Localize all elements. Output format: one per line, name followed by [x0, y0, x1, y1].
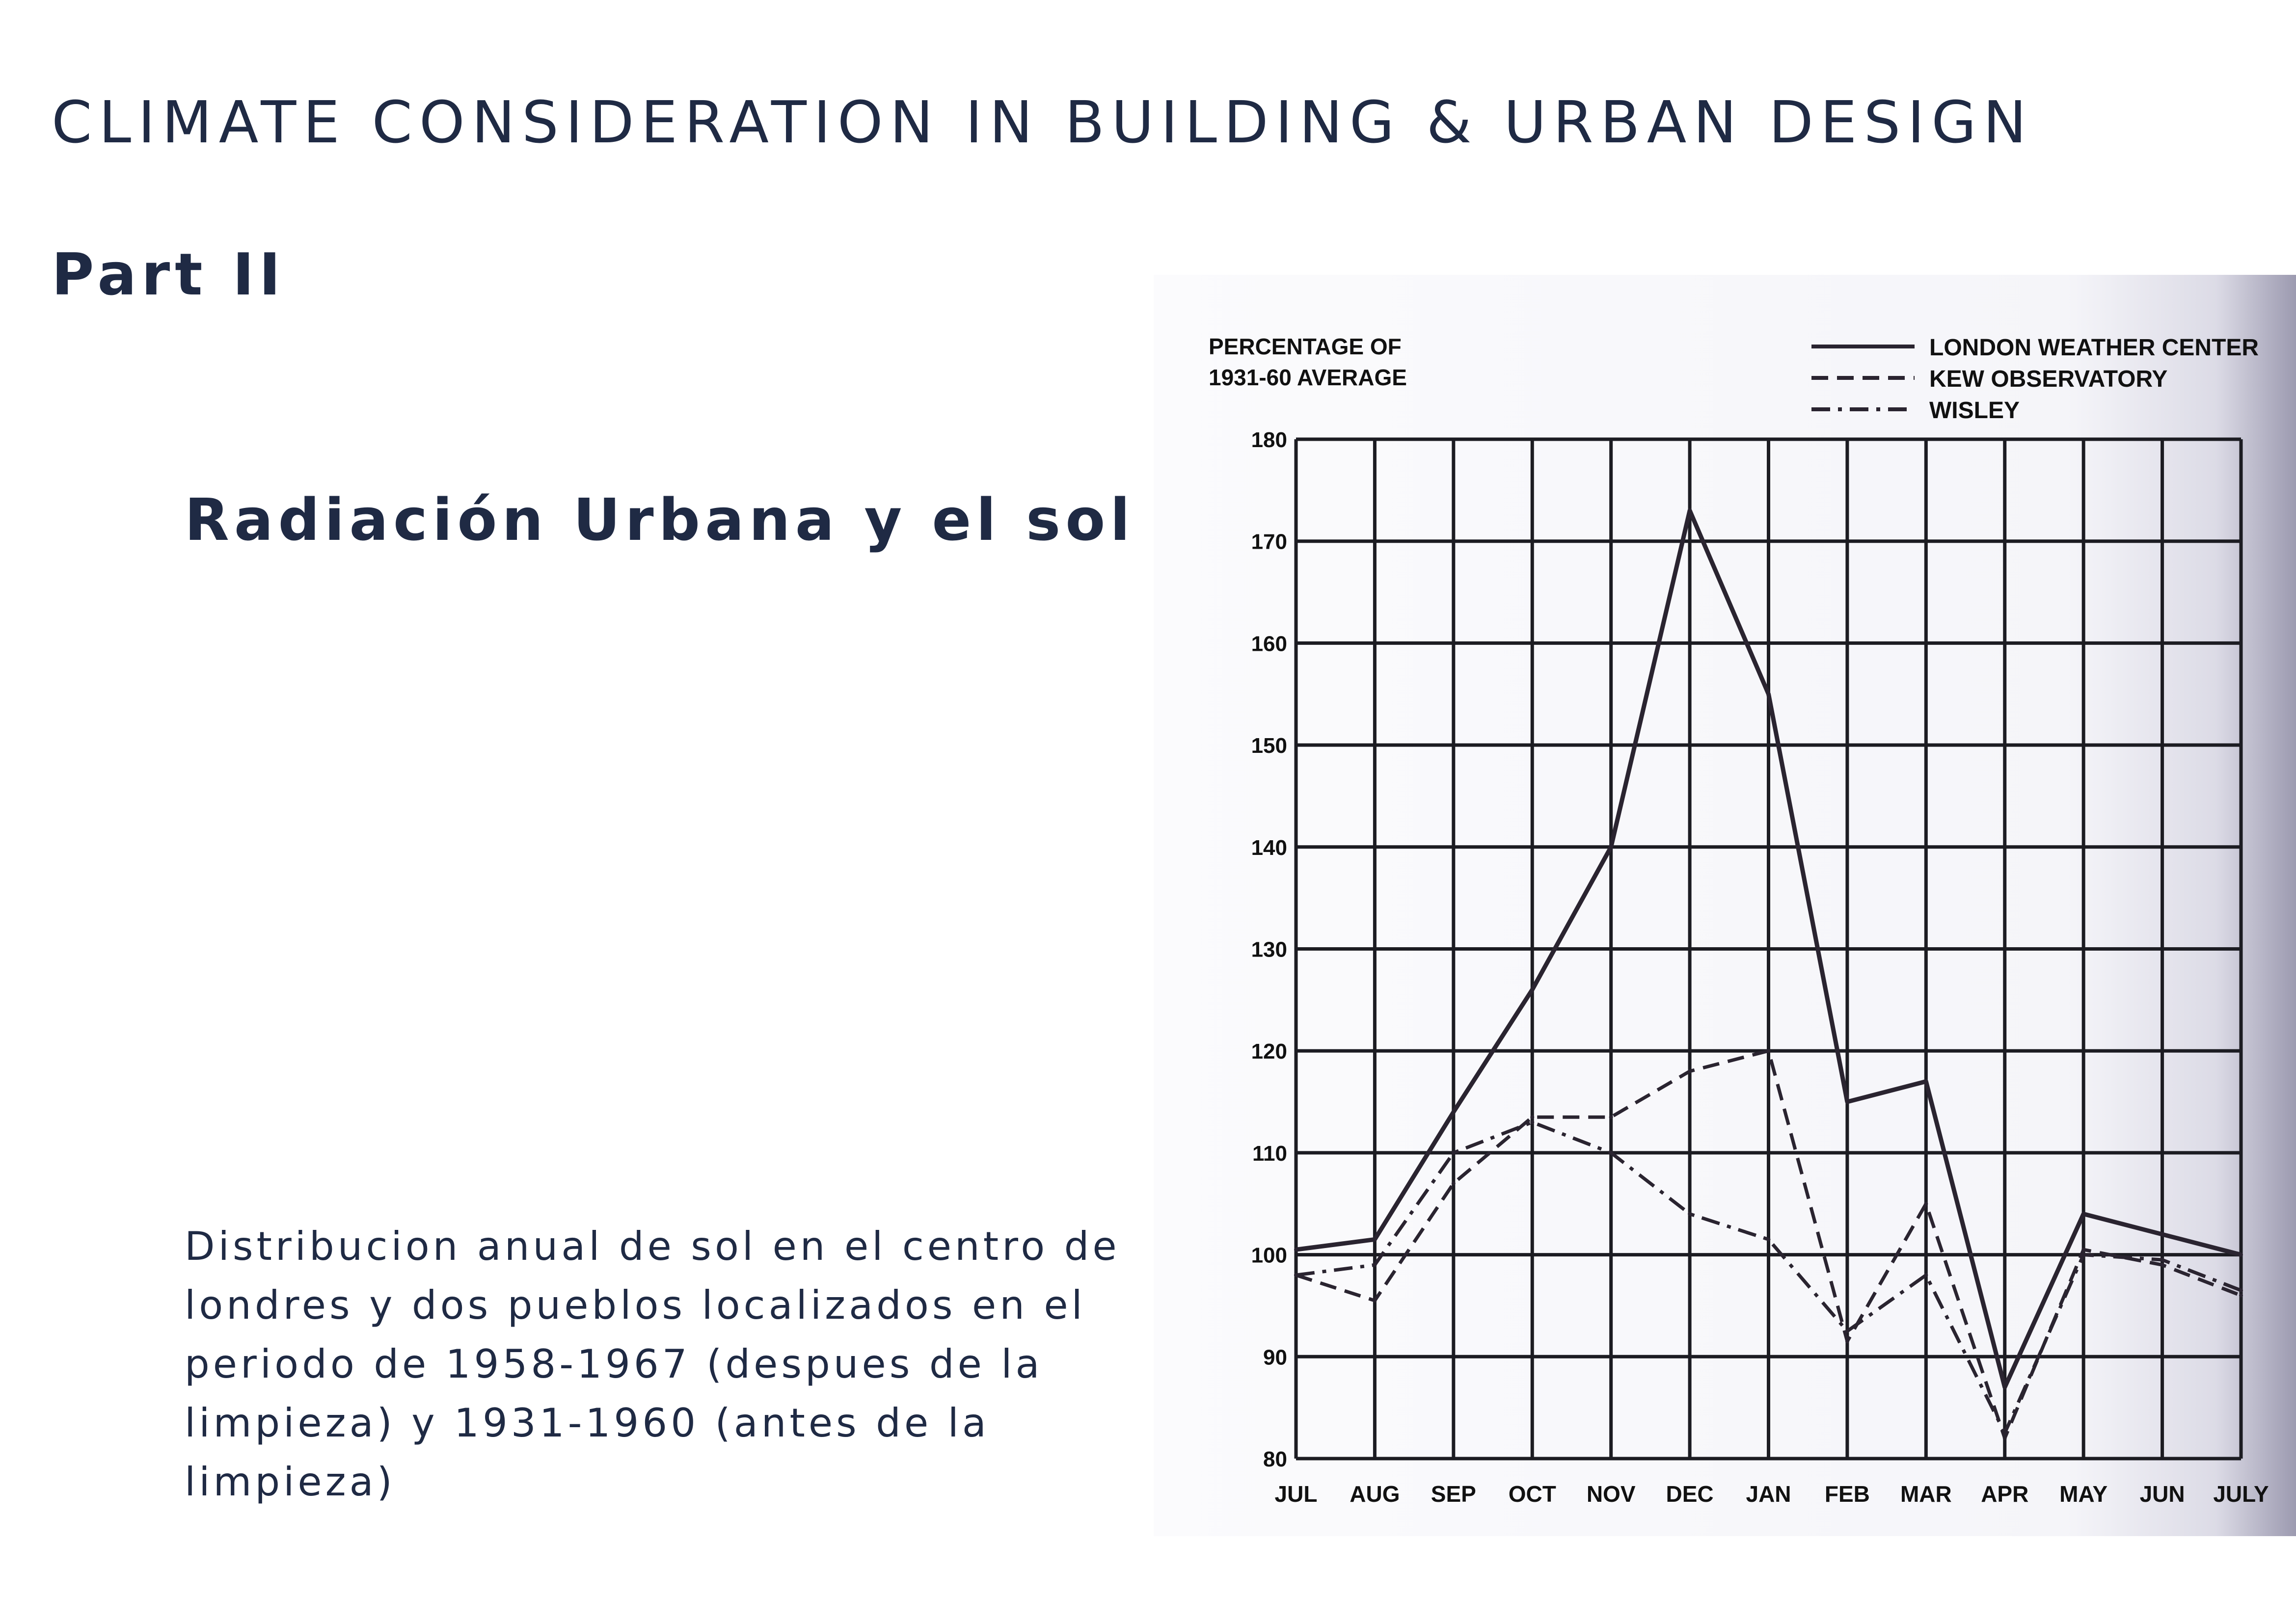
- series-2-point-jan: [1767, 1237, 1771, 1241]
- series-0-point-jul: [1294, 1248, 1298, 1251]
- series-1-point-nov: [1609, 1115, 1613, 1119]
- y-axis-label-line2: 1931-60 AVERAGE: [1209, 365, 1407, 390]
- series-2-point-dec: [1688, 1212, 1692, 1216]
- x-tick-label-jul: JUL: [1274, 1481, 1318, 1507]
- x-tick-label-mar: MAR: [1900, 1481, 1952, 1507]
- series-0-point-nov: [1609, 845, 1613, 849]
- series-2-point-feb: [1845, 1329, 1849, 1333]
- chart-caption: Distribucion anual de sol en el centro de londres y dos pueblos localizados en el periodo de 1958-1967 (despues de la limpieza) y 1931-1960 (antes de la limpieza): [185, 1224, 1120, 1505]
- y-tick-label: 150: [1251, 734, 1287, 758]
- y-axis-ticks: [1251, 428, 1287, 1471]
- x-tick-label-dec: DEC: [1666, 1481, 1714, 1507]
- legend-label-0: LONDON WEATHER CENTER: [1929, 335, 2259, 361]
- series-1-point-july: [2239, 1294, 2243, 1298]
- series-1-point-feb: [1845, 1339, 1849, 1343]
- series-1-point-oct: [1530, 1115, 1534, 1119]
- y-axis-label-line1: PERCENTAGE OF: [1209, 334, 1402, 359]
- section-heading: Radiación Urbana y el sol: [185, 486, 1135, 554]
- series-0-point-mar: [1924, 1080, 1928, 1084]
- series-0-point-jan: [1767, 692, 1771, 696]
- y-tick-label: 80: [1263, 1447, 1287, 1471]
- x-tick-label-aug: AUG: [1350, 1481, 1400, 1507]
- series-2-point-sep: [1452, 1151, 1456, 1155]
- x-tick-label-nov: NOV: [1586, 1481, 1636, 1507]
- y-tick-label: 120: [1251, 1039, 1287, 1064]
- series-2-point-may: [2081, 1253, 2085, 1257]
- series-2-point-nov: [1609, 1151, 1613, 1155]
- y-tick-label: 180: [1251, 428, 1287, 452]
- series-1-point-apr: [2003, 1436, 2007, 1440]
- series-1-point-dec: [1688, 1069, 1692, 1073]
- series-1-point-jan: [1767, 1049, 1771, 1053]
- y-tick-label: 140: [1251, 835, 1287, 860]
- y-tick-label: 130: [1251, 937, 1287, 962]
- x-tick-label-july: JULY: [2213, 1481, 2269, 1507]
- legend-label-1: KEW OBSERVATORY: [1929, 366, 2168, 392]
- x-axis-ticks: [1275, 1481, 2269, 1507]
- series-0-point-oct: [1530, 988, 1534, 992]
- x-tick-label-feb: FEB: [1824, 1481, 1870, 1507]
- legend-label-2: WISLEY: [1929, 398, 2020, 424]
- series-0-point-feb: [1845, 1100, 1849, 1104]
- series-2-point-jul: [1294, 1273, 1298, 1277]
- y-tick-label: 100: [1251, 1243, 1287, 1268]
- series-2-point-jun: [2161, 1258, 2164, 1262]
- series-0-point-aug: [1373, 1237, 1377, 1241]
- series-1-point-mar: [1924, 1202, 1928, 1206]
- series-1-point-jun: [2161, 1263, 2164, 1267]
- x-tick-label-sep: SEP: [1431, 1481, 1476, 1507]
- chart-grid: [1296, 439, 2241, 1459]
- series-0-point-jun: [2161, 1232, 2164, 1236]
- series-0-point-apr: [2003, 1385, 2007, 1389]
- y-tick-label: 170: [1251, 530, 1287, 554]
- x-tick-label-jan: JAN: [1746, 1481, 1791, 1507]
- series-0-point-dec: [1688, 508, 1692, 512]
- page-title: CLIMATE CONSIDERATION IN BUILDING & URBAN DESIGN: [52, 88, 2033, 156]
- y-tick-label: 160: [1251, 632, 1287, 656]
- series-1-point-aug: [1373, 1299, 1377, 1303]
- series-2-point-oct: [1530, 1120, 1534, 1124]
- series-0-point-july: [2239, 1253, 2243, 1257]
- x-tick-label-apr: APR: [1981, 1481, 2029, 1507]
- page-subtitle: Part II: [52, 240, 286, 308]
- y-tick-label: 110: [1252, 1141, 1287, 1166]
- y-tick-label: 90: [1263, 1345, 1287, 1370]
- x-tick-label-jun: JUN: [2139, 1481, 2185, 1507]
- x-tick-label-may: MAY: [2059, 1481, 2108, 1507]
- chart-legend: [1811, 335, 2259, 424]
- series-0-point-may: [2081, 1212, 2085, 1216]
- series-1-point-may: [2081, 1248, 2085, 1251]
- series-2-point-aug: [1373, 1263, 1377, 1267]
- series-2-point-apr: [2003, 1431, 2007, 1435]
- series-1-point-sep: [1452, 1181, 1456, 1185]
- series-2-point-mar: [1924, 1273, 1928, 1277]
- x-tick-label-oct: OCT: [1508, 1481, 1556, 1507]
- series-2-point-july: [2239, 1288, 2243, 1292]
- series-0-point-sep: [1452, 1110, 1456, 1114]
